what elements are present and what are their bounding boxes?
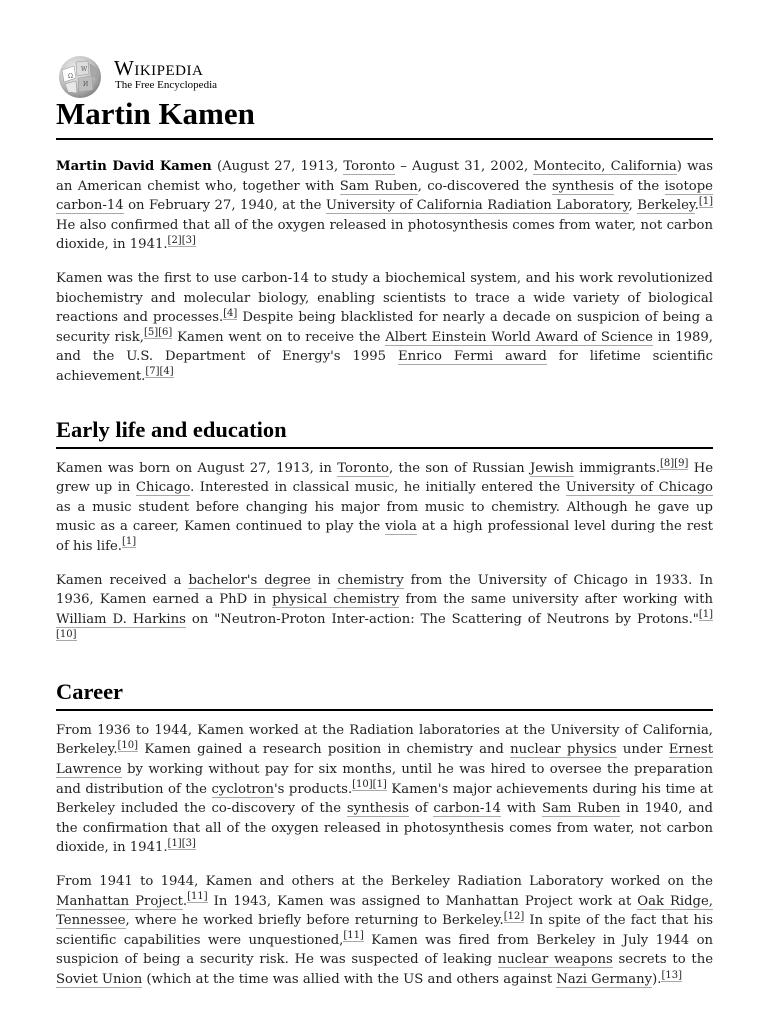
inline-link[interactable]: Sam Ruben bbox=[541, 801, 621, 817]
text-run: Kamen was born on August 27, 1913, in bbox=[56, 460, 338, 476]
text-run: by working without pay for six months, until he was hired to oversee the preparation and distribution of the bbox=[56, 762, 713, 797]
text-run: on "Neutron-Proton Inter-action: The Scattering of Neutrons by Protons." bbox=[185, 611, 699, 627]
citation-ref-label: [12] bbox=[503, 910, 525, 922]
text-run: . bbox=[182, 893, 188, 909]
inline-link[interactable]: University of Chicago bbox=[565, 480, 714, 496]
inline-link[interactable]: Nazi Germany bbox=[556, 972, 653, 987]
section-heading-career: Career bbox=[56, 677, 713, 711]
text-run: immigrants. bbox=[573, 460, 661, 476]
citation-ref[interactable] bbox=[145, 366, 173, 378]
citation-ref[interactable] bbox=[343, 930, 364, 942]
text-run: for lifetime scientific achievement. bbox=[56, 349, 713, 384]
text-run: Kamen was the first to use carbon-14 to study a biochemical system, and his work revolutionized biochemistry and molecular biology, enabling scientists to trace a wide variety of biological reactions and processes. bbox=[56, 270, 713, 326]
text-run: Kamen received a bbox=[56, 572, 189, 588]
citation-ref[interactable] bbox=[699, 196, 713, 208]
inline-link[interactable]: isotope bbox=[664, 178, 713, 194]
article-body bbox=[56, 157, 713, 1004]
citation-ref[interactable] bbox=[504, 911, 525, 923]
page-title: Martin Kamen bbox=[56, 94, 713, 140]
citation-ref[interactable] bbox=[122, 536, 136, 548]
citation-ref[interactable] bbox=[118, 740, 139, 752]
site-tagline: The Free Encyclopedia bbox=[115, 79, 218, 91]
inline-link[interactable]: physical chemistry bbox=[272, 592, 400, 608]
inline-link[interactable]: Montecito, California bbox=[533, 159, 677, 174]
citation-ref[interactable] bbox=[352, 779, 387, 791]
citation-ref-label: [2][3] bbox=[167, 234, 196, 246]
inline-link[interactable]: carbon-14 bbox=[433, 801, 502, 817]
early-life-paragraph-2 bbox=[56, 571, 713, 649]
inline-link[interactable]: synthesis bbox=[551, 178, 615, 194]
text-run: under bbox=[616, 742, 669, 758]
inline-link[interactable]: Albert Einstein World Award of Science bbox=[385, 329, 653, 345]
text-run: Kamen's major achievements during his time at Berkeley included the co-discovery of the bbox=[56, 781, 713, 817]
text-run: of the bbox=[614, 178, 665, 194]
citation-ref[interactable] bbox=[661, 970, 682, 982]
inline-link[interactable]: University of California Radiation Laboratory bbox=[325, 198, 629, 214]
text-run: in 1940, and the confirmation that all of the oxygen released in photosynthesis comes from water, not carbon dioxide, in 1941. bbox=[56, 801, 713, 856]
text-run: , where he worked briefly before returning to Berkeley. bbox=[125, 913, 504, 929]
citation-ref-label: [11] bbox=[187, 891, 208, 903]
inline-link[interactable]: carbon-14 bbox=[56, 198, 124, 214]
text-run: He also confirmed that all of the oxygen released in photosynthesis comes from water, not carbon dioxide, in 1941. bbox=[56, 217, 713, 253]
inline-link[interactable]: viola bbox=[385, 519, 417, 535]
citation-ref-label: [10][1] bbox=[352, 779, 387, 791]
citation-ref[interactable] bbox=[168, 235, 196, 247]
inline-link[interactable]: Oak Ridge, Tennessee bbox=[56, 893, 713, 929]
text-run: From 1936 to 1944, Kamen worked at the Radiation laboratories at the University of California, Berkeley. bbox=[56, 722, 713, 758]
text-run: . bbox=[694, 198, 699, 214]
section-heading-early-life: Early life and education bbox=[56, 415, 713, 449]
citation-ref-label: [1][10] bbox=[56, 609, 713, 640]
citation-ref-label: [5][6] bbox=[143, 327, 173, 339]
text-run: in bbox=[310, 572, 338, 588]
svg-text:Ω: Ω bbox=[68, 73, 73, 80]
citation-ref-label: [11] bbox=[343, 930, 364, 942]
early-life-paragraph-1 bbox=[56, 459, 713, 557]
career-paragraph-1 bbox=[56, 721, 713, 858]
text-run: from the same university after working with bbox=[399, 592, 713, 608]
citation-ref-label: [8][9] bbox=[660, 458, 689, 470]
citation-ref-label: [7][4] bbox=[145, 366, 174, 378]
text-run: in 1989, and the U.S. Department of Energy's 1995 bbox=[56, 329, 713, 365]
site-wordmark[interactable]: Wikipedia bbox=[114, 56, 204, 80]
text-run: 's products. bbox=[273, 781, 353, 797]
inline-link[interactable]: Ernest Lawrence bbox=[56, 742, 713, 778]
intro-paragraph-2 bbox=[56, 269, 713, 387]
inline-link[interactable]: Toronto bbox=[343, 159, 396, 174]
text-run: at a high professional level during the rest of his life. bbox=[56, 519, 713, 554]
inline-link[interactable]: nuclear physics bbox=[510, 742, 617, 758]
inline-link[interactable]: William D. Harkins bbox=[56, 611, 186, 627]
text-run: Kamen gained a research position in chemistry and bbox=[138, 742, 511, 758]
inline-link[interactable]: bachelor's degree bbox=[188, 572, 311, 588]
inline-link[interactable]: Jewish bbox=[530, 460, 574, 476]
inline-link[interactable]: nuclear weapons bbox=[497, 952, 613, 968]
text-run: He grew up in bbox=[56, 460, 714, 496]
intro-paragraph-1 bbox=[56, 157, 713, 255]
text-run: From 1941 to 1944, Kamen and others at the Berkeley Radiation Laboratory worked on the bbox=[56, 874, 713, 890]
citation-ref[interactable] bbox=[187, 891, 208, 903]
citation-ref[interactable] bbox=[660, 458, 688, 470]
text-run: Kamen went on to receive the bbox=[172, 329, 386, 345]
career-paragraph-2 bbox=[56, 872, 713, 990]
inline-link[interactable]: Enrico Fermi award bbox=[397, 349, 547, 365]
citation-ref-label: [1][3] bbox=[167, 837, 196, 849]
text-run: , bbox=[628, 198, 638, 214]
text-run: , the son of Russian bbox=[388, 460, 530, 476]
text-run: Despite being blacklisted for nearly a decade on suspicion of being a security risk, bbox=[56, 310, 713, 345]
citation-ref-label: [1] bbox=[122, 536, 137, 548]
inline-link[interactable]: Berkeley bbox=[637, 198, 695, 214]
text-run: ) was an American chemist who, together with bbox=[56, 159, 713, 194]
citation-ref[interactable] bbox=[144, 327, 172, 339]
citation-ref-label: [10] bbox=[117, 739, 139, 751]
svg-text:W: W bbox=[81, 66, 88, 73]
text-run: . Interested in classical music, he initially entered the bbox=[190, 480, 566, 496]
inline-link[interactable]: synthesis bbox=[346, 801, 409, 817]
text-run: (August 27, 1913, bbox=[211, 159, 344, 174]
inline-link[interactable]: Chicago bbox=[135, 480, 191, 496]
inline-link[interactable]: Soviet Union bbox=[56, 972, 143, 987]
text-run: Kamen was fired from Berkeley in July 1944 on suspicion of being a security risk. He was suspected of leaking bbox=[56, 932, 714, 968]
text-run: on February 27, 1940, at the bbox=[123, 198, 326, 214]
text-run: of bbox=[408, 801, 434, 817]
svg-text:И: И bbox=[83, 81, 89, 88]
inline-link[interactable]: chemistry bbox=[337, 572, 404, 588]
text-run: In spite of the fact that his scientific capabilities were unquestioned, bbox=[56, 913, 714, 948]
text-run: In 1943, Kamen was assigned to Manhattan Project work at bbox=[207, 893, 638, 909]
text-run: – August 31, 2002, bbox=[395, 159, 534, 174]
inline-link[interactable]: Toronto bbox=[337, 460, 389, 476]
inline-link[interactable]: Manhattan Project bbox=[56, 893, 183, 909]
citation-ref-label: [4] bbox=[223, 307, 238, 319]
inline-link[interactable]: cyclotron bbox=[211, 781, 274, 797]
text-run: as a music student before changing his major from music to chemistry. Although he gave up music as a career, Kamen continued to play the bbox=[56, 499, 713, 535]
bold-subject: Martin David Kamen bbox=[56, 159, 212, 174]
citation-ref-label: [1] bbox=[698, 195, 713, 207]
citation-ref[interactable] bbox=[168, 838, 196, 850]
text-run: , co-discovered the bbox=[417, 178, 552, 194]
text-run: from the University of Chicago in 1933. In 1936, Kamen earned a PhD in bbox=[56, 572, 713, 608]
citation-ref[interactable] bbox=[223, 308, 237, 320]
text-run: (which at the time was allied with the US and others against bbox=[142, 972, 557, 987]
text-run: secrets to the bbox=[612, 952, 714, 968]
citation-ref-label: [13] bbox=[661, 969, 682, 981]
text-run: ). bbox=[652, 972, 662, 987]
text-run: with bbox=[501, 801, 542, 817]
inline-link[interactable]: Sam Ruben bbox=[339, 178, 418, 194]
